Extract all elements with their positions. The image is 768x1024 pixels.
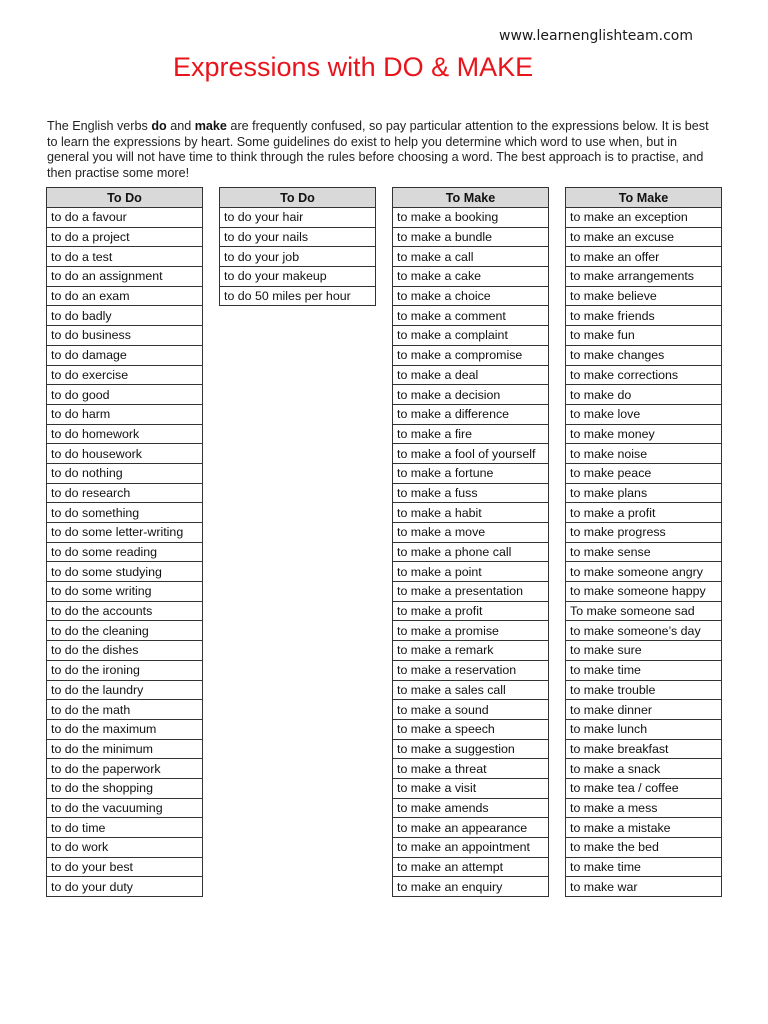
expression-cell: to make a decision [393,385,549,405]
expression-cell: to make a snack [566,759,722,779]
table-header: To Do [47,188,203,208]
expression-cell: to make a point [393,562,549,582]
table-row [566,227,722,247]
table-row [393,759,549,779]
table-row [566,857,722,877]
page-title: Expressions with DO & MAKE [173,52,534,82]
expression-cell: to make a sales call [393,680,549,700]
table-row [393,542,549,562]
table-row [393,247,549,267]
table-row [566,660,722,680]
expression-cell: to make someone angry [566,562,722,582]
table-row [566,798,722,818]
table-row [393,326,549,346]
expression-cell: to make a profit [566,503,722,523]
table-to-make-2 [565,187,722,897]
table-row [393,267,549,287]
table-row [393,660,549,680]
expression-cell: to make sure [566,641,722,661]
table-row [566,523,722,543]
table-row [393,621,549,641]
table-row [393,700,549,720]
expression-cell: to do the minimum [47,739,203,759]
expression-cell: to make noise [566,444,722,464]
table-row [47,286,203,306]
expression-cell: to make a deal [393,365,549,385]
expression-cell: to make money [566,424,722,444]
expression-cell: To make someone sad [566,601,722,621]
expression-cell: to make plans [566,483,722,503]
expression-cell: to make a fool of yourself [393,444,549,464]
table-header: To Make [393,188,549,208]
expression-cell: to do time [47,818,203,838]
table-row [220,267,376,287]
expression-cell: to make a phone call [393,542,549,562]
table-row [47,523,203,543]
expression-cell: to make love [566,404,722,424]
expression-cell: to make a visit [393,778,549,798]
table-row [566,759,722,779]
table-row [47,759,203,779]
table-row [566,719,722,739]
table-row [220,286,376,306]
expression-cell: to make a difference [393,404,549,424]
table-row [566,542,722,562]
expression-cell: to do an assignment [47,267,203,287]
table-row [566,582,722,602]
expression-cell: to do research [47,483,203,503]
expression-cell: to make friends [566,306,722,326]
table-row [393,365,549,385]
table-row [393,798,549,818]
table-row [47,641,203,661]
table-row [47,503,203,523]
expression-cell: to make a suggestion [393,739,549,759]
expression-cell: to make fun [566,326,722,346]
table-row [566,424,722,444]
intro-verb-do: do [151,119,167,133]
expression-cell: to make a comment [393,306,549,326]
expression-cell: to make believe [566,286,722,306]
table-to-make-1 [392,187,549,897]
expression-cell: to make changes [566,345,722,365]
expression-cell: to do the vacuuming [47,798,203,818]
expression-cell: to make dinner [566,700,722,720]
expression-cell: to do harm [47,404,203,424]
table-row [393,601,549,621]
table-row [47,877,203,897]
table-row [566,385,722,405]
expression-cell: to do your best [47,857,203,877]
expression-cell: to make peace [566,463,722,483]
expression-cell: to do your nails [220,227,376,247]
table-row [47,267,203,287]
table-row [393,463,549,483]
table-row [566,208,722,228]
expression-cell: to do something [47,503,203,523]
table-row [566,463,722,483]
intro-verb-make: make [194,119,227,133]
intro-text: and [166,119,195,133]
table-row [566,838,722,858]
table-row [393,641,549,661]
table-row [393,857,549,877]
expression-cell: to make a fuss [393,483,549,503]
table-row [393,523,549,543]
expression-cell: to make breakfast [566,739,722,759]
table-row [566,326,722,346]
table-row [47,326,203,346]
expression-cell: to make a bundle [393,227,549,247]
table-row [393,345,549,365]
table-row [566,778,722,798]
table-row [393,562,549,582]
expression-cell: to do your duty [47,877,203,897]
table-row [47,700,203,720]
table-row [566,503,722,523]
table-row [393,719,549,739]
table-row [47,739,203,759]
table-row [47,227,203,247]
table-row [47,680,203,700]
expression-cell: to make a fire [393,424,549,444]
expression-cell: to make a reservation [393,660,549,680]
table-row [566,444,722,464]
expression-cell: to make amends [393,798,549,818]
expression-cell: to make a cake [393,267,549,287]
table-row [393,227,549,247]
table-row [47,345,203,365]
table-row [47,778,203,798]
expression-cell: to do your makeup [220,267,376,287]
expression-cell: to make an offer [566,247,722,267]
table-row [47,719,203,739]
expression-cell: to make a remark [393,641,549,661]
table-row [47,582,203,602]
table-row [393,404,549,424]
table-row [220,227,376,247]
table-row [393,778,549,798]
intro-text: are frequently confused, so pay particular attention to the expressions below. It is best to learn the expressions by heart. Some guidelines do exist to help you determine which word to use when, but in general you will not have time to think through the rules before choosing a word. The best approach is to practise, and then practise some more! [47,119,709,180]
table-row [47,385,203,405]
table-row [47,601,203,621]
expression-cell: to make a call [393,247,549,267]
table-row [393,818,549,838]
table-row [47,444,203,464]
expression-cell: to do some writing [47,582,203,602]
expression-cell: to make a habit [393,503,549,523]
expression-cell: to do some reading [47,542,203,562]
expression-cell: to do homework [47,424,203,444]
expression-cell: to do the cleaning [47,621,203,641]
table-row [47,818,203,838]
expression-cell: to make someone’s day [566,621,722,641]
table-row [393,286,549,306]
table-header: To Make [566,188,722,208]
table-row [566,286,722,306]
expression-cell: to do some letter-writing [47,523,203,543]
expression-cell: to do the maximum [47,719,203,739]
expression-cell: to do the dishes [47,641,203,661]
table-row [393,483,549,503]
expression-cell: to do the accounts [47,601,203,621]
table-row [393,680,549,700]
expression-cell: to make corrections [566,365,722,385]
table-row [393,838,549,858]
table-row [47,463,203,483]
table-row [47,838,203,858]
table-row [47,424,203,444]
expression-cell: to make a fortune [393,463,549,483]
table-row [566,562,722,582]
table-row [393,582,549,602]
expression-cell: to make a complaint [393,326,549,346]
expression-cell: to do good [47,385,203,405]
table-row [566,739,722,759]
table-row [566,267,722,287]
expression-cell: to make lunch [566,719,722,739]
expression-cell: to make a sound [393,700,549,720]
table-row [393,306,549,326]
expression-cell: to make a choice [393,286,549,306]
expression-cell: to make an enquiry [393,877,549,897]
table-row [393,503,549,523]
table-row [220,247,376,267]
expression-cell: to make time [566,857,722,877]
table-row [47,562,203,582]
expression-cell: to make an appearance [393,818,549,838]
expression-cell: to make a move [393,523,549,543]
expression-cell: to do nothing [47,463,203,483]
table-row [47,483,203,503]
expression-cell: to do 50 miles per hour [220,286,376,306]
table-row [393,208,549,228]
table-row [566,483,722,503]
table-row [47,404,203,424]
table-row [47,621,203,641]
table-row [566,601,722,621]
table-row [393,739,549,759]
expression-cell: to do a test [47,247,203,267]
expression-cell: to do some studying [47,562,203,582]
expression-cell: to do your job [220,247,376,267]
expression-cell: to do work [47,838,203,858]
expression-cell: to make a compromise [393,345,549,365]
expression-cell: to make a profit [393,601,549,621]
expression-cell: to make an appointment [393,838,549,858]
table-row [393,424,549,444]
table-row [566,680,722,700]
table-row [47,542,203,562]
table-row [220,208,376,228]
intro-paragraph [47,119,722,181]
expression-cell: to do an exam [47,286,203,306]
expression-cell: to do business [47,326,203,346]
table-row [566,345,722,365]
table-row [393,385,549,405]
table-row [566,641,722,661]
table-row [393,444,549,464]
table-row [566,621,722,641]
expression-cell: to make trouble [566,680,722,700]
table-row [566,700,722,720]
expression-cell: to make the bed [566,838,722,858]
table-row [47,660,203,680]
table-header: To Do [220,188,376,208]
expression-cell: to make sense [566,542,722,562]
table-row [566,877,722,897]
expression-cell: to make a booking [393,208,549,228]
table-row [566,306,722,326]
table-to-do-1 [46,187,203,897]
table-row [566,365,722,385]
table-row [47,306,203,326]
expression-cell: to do the math [47,700,203,720]
expression-cell: to do badly [47,306,203,326]
table-row [47,208,203,228]
expression-cell: to make an excuse [566,227,722,247]
expression-cell: to make an exception [566,208,722,228]
expression-cell: to make war [566,877,722,897]
expression-cell: to do housework [47,444,203,464]
expression-cell: to make an attempt [393,857,549,877]
expression-cell: to make tea / coffee [566,778,722,798]
expression-cell: to do exercise [47,365,203,385]
expression-cell: to do your hair [220,208,376,228]
expression-cell: to make someone happy [566,582,722,602]
expression-cell: to make a threat [393,759,549,779]
expression-cell: to make a mistake [566,818,722,838]
expression-cell: to do a favour [47,208,203,228]
table-row [47,857,203,877]
table-row [566,247,722,267]
expression-cell: to do a project [47,227,203,247]
table-row [566,404,722,424]
table-row [566,818,722,838]
expression-cell: to make progress [566,523,722,543]
intro-text: The English verbs [47,119,152,133]
expression-cell: to make a presentation [393,582,549,602]
expression-cell: to make arrangements [566,267,722,287]
expression-cell: to do the ironing [47,660,203,680]
expression-cell: to make a mess [566,798,722,818]
expression-cell: to make time [566,660,722,680]
expression-cell: to do the paperwork [47,759,203,779]
expression-cell: to do the shopping [47,778,203,798]
table-row [393,877,549,897]
site-url: www.learnenglishteam.com [499,28,693,44]
table-row [47,798,203,818]
expression-cell: to do damage [47,345,203,365]
expression-cell: to do the laundry [47,680,203,700]
table-to-do-2 [219,187,376,306]
expression-cell: to make do [566,385,722,405]
expression-cell: to make a promise [393,621,549,641]
expression-cell: to make a speech [393,719,549,739]
table-row [47,365,203,385]
table-row [47,247,203,267]
